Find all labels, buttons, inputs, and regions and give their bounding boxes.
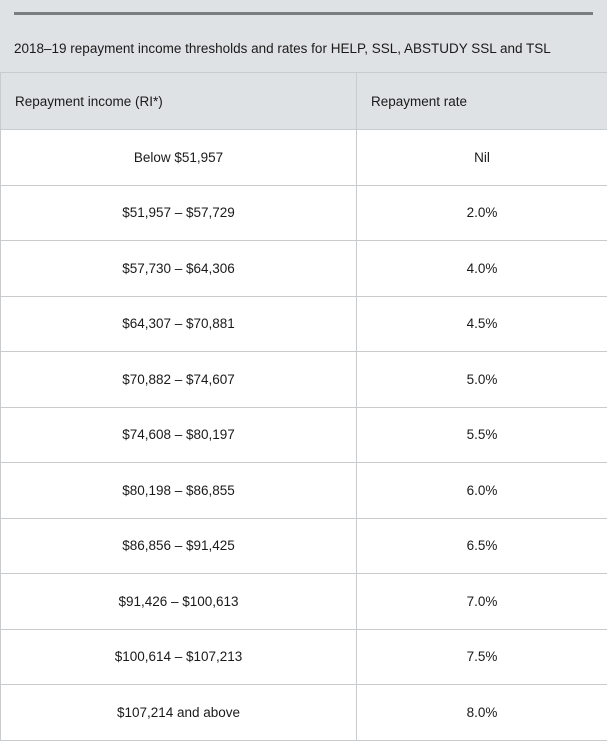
income-cell: $74,608 – $80,197: [1, 407, 357, 463]
income-cell: $86,856 – $91,425: [1, 518, 357, 574]
rate-cell: Nil: [357, 130, 607, 186]
table-row: [1, 574, 607, 630]
income-cell: $80,198 – $86,855: [1, 463, 357, 519]
table-row: [1, 463, 607, 519]
rate-cell: 8.0%: [357, 685, 607, 741]
header-repayment-rate: Repayment rate: [357, 73, 607, 130]
rate-cell: 4.5%: [357, 296, 607, 352]
table-row: [1, 296, 607, 352]
repayment-rates-table: [0, 72, 607, 741]
table-row: [1, 130, 607, 186]
income-cell: $91,426 – $100,613: [1, 574, 357, 630]
table-row: [1, 685, 607, 741]
rate-cell: 5.0%: [357, 352, 607, 408]
table-row: [1, 352, 607, 408]
rate-cell: 7.0%: [357, 574, 607, 630]
table-row: [1, 629, 607, 685]
header-repayment-income: Repayment income (RI*): [1, 73, 357, 130]
rate-cell: 6.5%: [357, 518, 607, 574]
rate-cell: 2.0%: [357, 185, 607, 241]
table-header-row: [1, 73, 607, 130]
income-cell: $107,214 and above: [1, 685, 357, 741]
rate-cell: 4.0%: [357, 241, 607, 297]
table-row: [1, 518, 607, 574]
income-cell: $64,307 – $70,881: [1, 296, 357, 352]
table-row: [1, 241, 607, 297]
table-row: [1, 185, 607, 241]
rate-cell: 6.0%: [357, 463, 607, 519]
table-caption-bar: [0, 0, 607, 72]
rate-cell: 7.5%: [357, 629, 607, 685]
income-cell: Below $51,957: [1, 130, 357, 186]
income-cell: $70,882 – $74,607: [1, 352, 357, 408]
income-cell: $100,614 – $107,213: [1, 629, 357, 685]
rate-cell: 5.5%: [357, 407, 607, 463]
table-caption: 2018–19 repayment income thresholds and rates for HELP, SSL, ABSTUDY SSL and TSL: [14, 41, 551, 56]
top-rule-divider: [14, 12, 593, 15]
income-cell: $57,730 – $64,306: [1, 241, 357, 297]
table-row: [1, 407, 607, 463]
income-cell: $51,957 – $57,729: [1, 185, 357, 241]
